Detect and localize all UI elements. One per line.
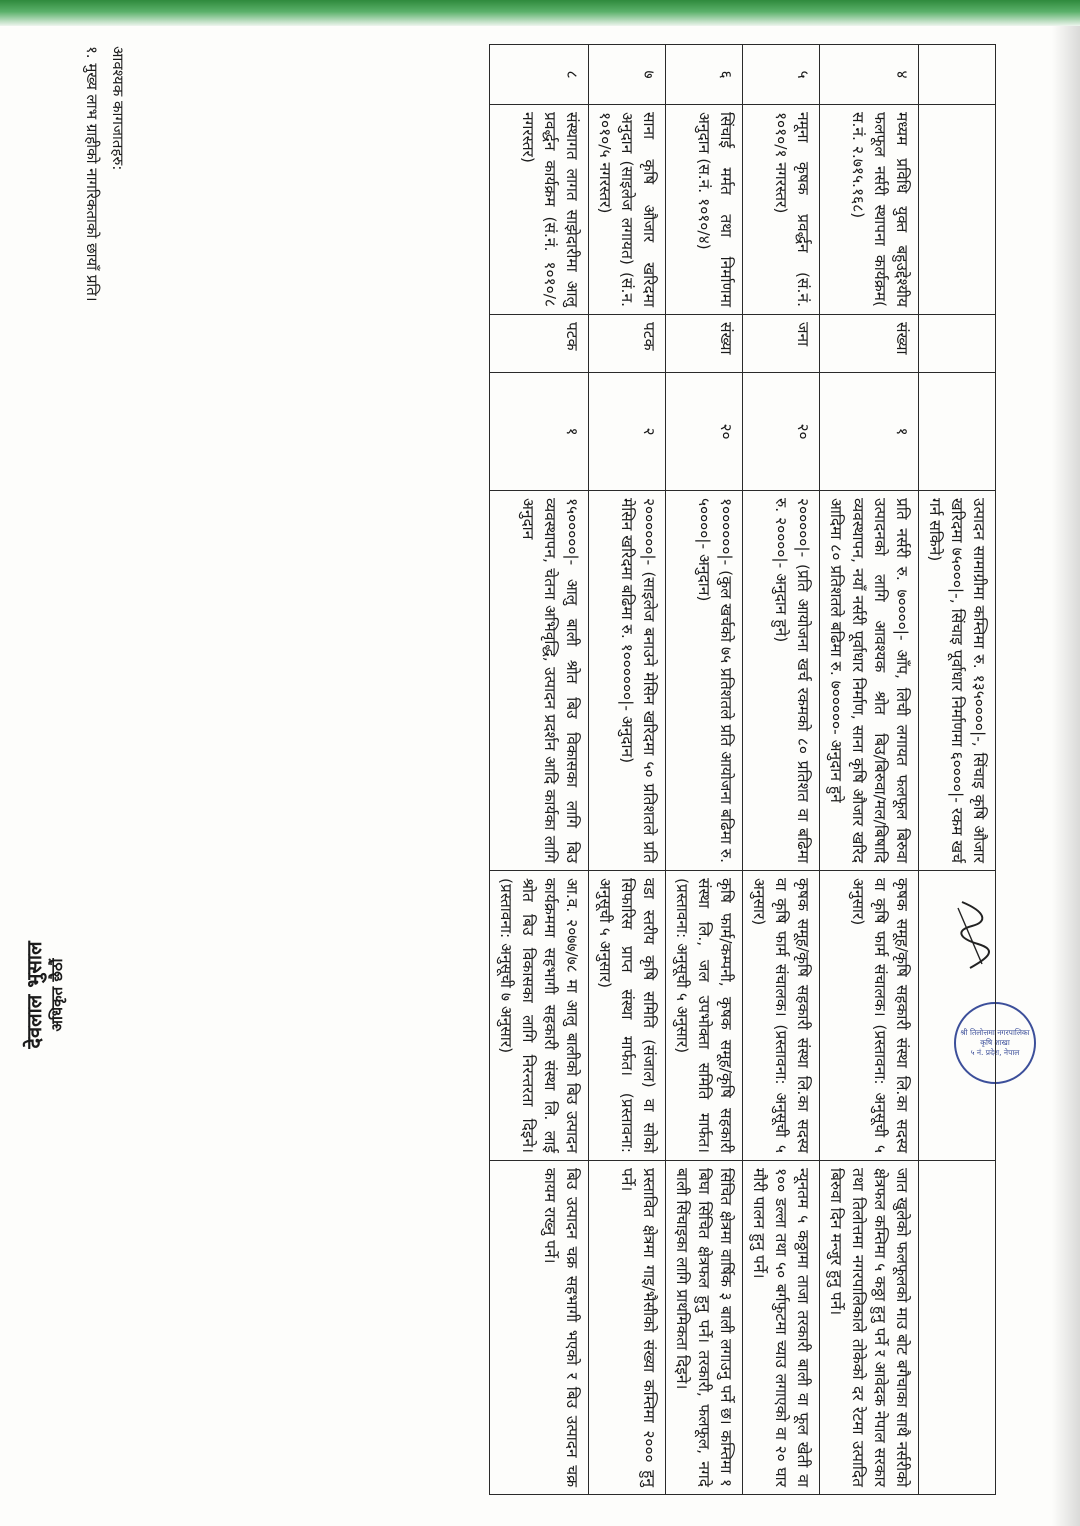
cell-qty: २ — [589, 373, 666, 491]
cell-unit: जना — [743, 315, 820, 373]
cell-conditions: प्रस्तावित क्षेत्रमा गाइ/भैसीको संख्या कम्तिमा २००० हुनु पर्ने। — [589, 1161, 666, 1495]
cell-eligibility: आ.व. २०७७/७८ मा आलु बालीको बिउ उत्पादन कार्यक्रममा सहभागी सहकारी संस्था लि. लाई श्रोत बिउ विकासका लागि निरन्तरता दिइने। (प्रस्तावना: अनुसूची ७ अनुसार) — [490, 871, 589, 1161]
seal-line-3: ५ नं. प्रदेश, नेपाल — [970, 1047, 1020, 1057]
table-row — [490, 45, 589, 1495]
table-row — [919, 45, 996, 1495]
cell-qty: १ — [490, 373, 589, 491]
top-green-band — [0, 0, 1080, 26]
required-documents — [76, 46, 128, 1446]
cell-amount: प्रति नर्सरी रु. ७००००|- आँप, लिची लगायत फलफूल बिरुवा उत्पादनको लागि आवश्यक श्रोत बिउ/बिरुवा/मल/बिषादि व्यवस्थापन, नयाँ नर्सरी पूर्वाधार निर्माण, साना कृषि औजार खरिद आदिमा ८० प्रतिशतले बढिमा रु. ७०००००- अनुदान हुने — [820, 491, 919, 871]
cell-sn: ७ — [589, 45, 666, 105]
cell-sn: ४ — [820, 45, 919, 105]
notes-heading: आवश्यक कागजातहरु: — [109, 46, 127, 171]
cell-program: संस्थागत लागत साझेदारीमा आलु प्रवर्द्धन कार्यक्रम (सं.नं. १०१०/८ नगरस्तर) — [490, 105, 589, 315]
cell-unit — [919, 315, 996, 373]
cell-unit: पटक — [589, 315, 666, 373]
notes-item-1: १. मुख्य लाभ ग्राहीको नागरिकताको छायाँ प्रति। — [83, 46, 101, 302]
stamp-title: अधिकृत छैठौं — [48, 958, 66, 1032]
page-edge-shadow — [1052, 26, 1080, 1526]
cell-amount: २००००००|- (साइलेज बनाउने मेसिन खरिदमा ५० प्रतिशतले प्रति मेसिन खरिदमा बढिमा रु. १००००००|- अनुदान) — [589, 491, 666, 871]
cell-program — [919, 105, 996, 315]
cell-sn: ६ — [666, 45, 743, 105]
cell-sn — [919, 45, 996, 105]
cell-unit: संख्या — [820, 315, 919, 373]
cell-amount: उत्पादन सामाग्रीमा कम्तिमा रु. १३५००००|-, सिंचाइ कृषि औजार खरिदमा ७५०००|-, सिंचाइ पूर्वाधार निर्माणमा ६००००|- रकम खर्च गर्न सकिने) — [919, 491, 996, 871]
officer-stamp — [20, 880, 80, 1110]
cell-amount: १००००००|- (कुल खर्चको ७५ प्रतिशतले प्रति आयोजना बढिमा रु. ५००००|- अनुदान) — [666, 491, 743, 871]
table-row — [589, 45, 666, 1495]
cell-conditions — [919, 1161, 996, 1495]
cell-conditions: बिउ उत्पादन चक्र सहभागी भएको र बिउ उत्पादन चक्र कायम राख्नु पर्ने। — [490, 1161, 589, 1495]
cell-eligibility: कृषक समूह/कृषि सहकारी संस्था लि.का सदस्य वा कृषि फार्म संचालक। (प्रस्तावना: अनुसूची ५ अनुसार) — [743, 871, 820, 1161]
rotated-document-page — [50, 40, 1040, 1500]
cell-conditions: न्यूनतम ५ कठ्ठामा ताजा तरकारी बाली वा फूल खेती वा १०० डल्ला तथा ५० बर्गफुटमा च्याउ लगाएको वा २० घार मौरी पालन हुनु पर्ने। — [743, 1161, 820, 1495]
handwritten-signature — [954, 898, 992, 972]
cell-conditions: सिंचित क्षेत्रमा वार्षिक ३ बाली लगाउनु पर्ने छ। कम्तिमा १ बिघा सिंचित क्षेत्रफल हुनु पर्ने। तरकारी, फलफूल, नगदे बाली सिंचाइका लागि प्राथमिकता दिइने। — [666, 1161, 743, 1495]
cell-amount: २०००००|- (प्रति आयोजना खर्च रकमको ८० प्रतिशत वा बढिमा रु. २००००|- अनुदान हुने) — [743, 491, 820, 871]
cell-program: नमूना कृषक प्रवर्द्धन (सं.नं. १०१०/१ नगरस्तर) — [743, 105, 820, 315]
cell-unit: पटक — [490, 315, 589, 373]
table-row — [743, 45, 820, 1495]
table-row — [666, 45, 743, 1495]
seal-line-1: श्री तिलोत्तमा नगरपालिका — [960, 1028, 1030, 1038]
seal-line-2: कृषि शाखा — [980, 1038, 1010, 1048]
cell-unit: संख्या — [666, 315, 743, 373]
cell-amount: १५०००००|- आलु बाली श्रोत बिउ विकासका लागि बिउ व्यवस्थापन, चेतना अभिवृद्धि, उत्पादन प्रदर्शन आदि कार्यका लागि अनुदान — [490, 491, 589, 871]
cell-sn: ८ — [490, 45, 589, 105]
subsidy-program-table — [489, 44, 996, 1495]
cell-qty: २० — [743, 373, 820, 491]
cell-program: साना कृषि औजार खरिदमा अनुदान (साइलेज लगायत) (सं.न. १०१०/५ नगरस्तर) — [589, 105, 666, 315]
cell-program: सिंचाई मर्मत तथा निर्माणमा अनुदान (स.नं. १०१०/४) — [666, 105, 743, 315]
cell-program: मध्यम प्रविधि युक्त बहुउद्देश्यीय फलफूल नर्सरी स्थापना कार्यक्रम( स.नं. २.७१५.१६८) — [820, 105, 919, 315]
cell-eligibility: वडा स्तरीय कृषि समिति (संजाल) वा सोको सिफारिस प्राप्त संस्था मार्फत। (प्रस्तावना: अनुसूची ५ अनुसार) — [589, 871, 666, 1161]
cell-conditions: जात खुलेको फलफूलको माउ बोट बगैचाका साथै नर्सरीको क्षेत्रफल कम्तिमा ५ कठ्ठा हुनु पर्ने र आवेदक नेपाल सरकार तथा तिलोत्तमा नगरपालिकाले तोकेको दर रेटमा उत्पादित बिरुवा दिन मन्जुर हुनु पर्ने। — [820, 1161, 919, 1495]
cell-eligibility: कृषक समूह/कृषि सहकारी संस्था लि.का सदस्य वा कृषि फार्म संचालक। (प्रस्तावना: अनुसूची ५ अनुसार) — [820, 871, 919, 1161]
cell-qty: २० — [666, 373, 743, 491]
table-row — [820, 45, 919, 1495]
cell-eligibility: कृषि फार्म/कम्पनी, कृषक समूह/कृषि सहकारी संस्था लि., जल उपभोक्ता समिति मार्फत। (प्रस्तावना: अनुसूची ५ अनुसार) — [666, 871, 743, 1161]
cell-qty — [919, 373, 996, 491]
cell-qty: १ — [820, 373, 919, 491]
cell-sn: ५ — [743, 45, 820, 105]
stamp-name: देवलाल भुसाल — [22, 941, 46, 1049]
